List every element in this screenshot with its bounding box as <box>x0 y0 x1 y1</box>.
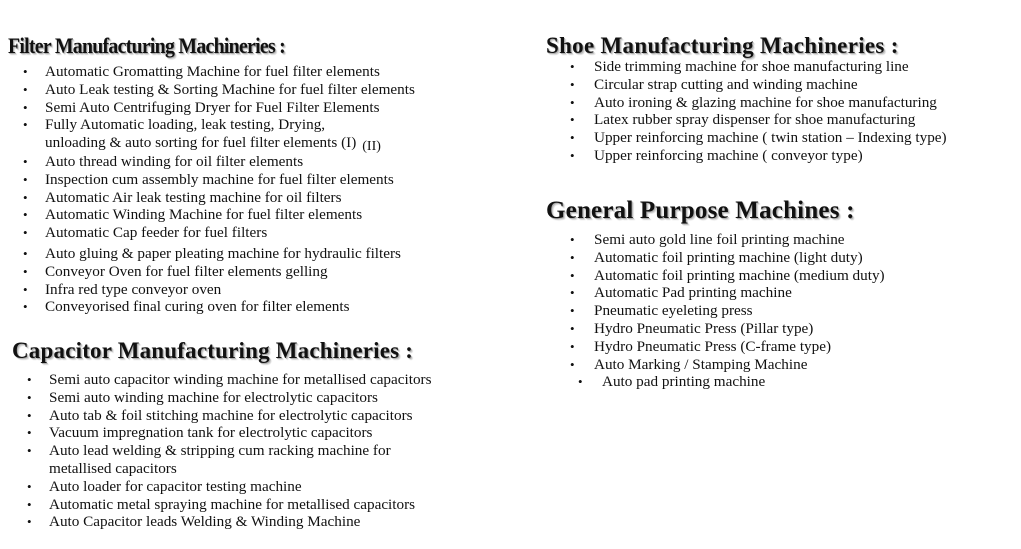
bullet-icon: • <box>23 263 28 279</box>
bullet-icon: • <box>570 94 575 110</box>
list-item: • Automatic Winding Machine for fuel filter elements <box>23 206 363 224</box>
list-item: • Automatic Pad printing machine <box>570 284 792 302</box>
list-item: • Auto Capacitor leads Welding & Winding Machine <box>27 513 361 531</box>
list-item: • Automatic Air leak testing machine for oil filters <box>23 188 342 206</box>
bullet-icon: • <box>570 285 575 301</box>
bullet-icon: • <box>570 356 575 372</box>
list-item-continuation: metallised capacitors <box>49 459 177 477</box>
list-item: • Semi auto winding machine for electrolytic capacitors <box>27 388 378 406</box>
list-item: • Side trimming machine for shoe manufacturing line <box>570 58 909 75</box>
bullet-icon: • <box>27 372 32 387</box>
bullet-icon: • <box>23 153 28 169</box>
list-item: • Auto Leak testing & Sorting Machine for fuel filter elements <box>23 80 415 98</box>
list-item: • Auto lead welding & stripping cum racking machine for <box>27 442 391 460</box>
filter-section <box>8 33 415 316</box>
bullet-icon: • <box>27 496 32 512</box>
filter-heading: Filter Manufacturing Machineries : <box>8 33 286 58</box>
bullet-icon: • <box>570 130 575 146</box>
list-item: • Semi auto capacitor winding machine for metallised capacitors <box>27 371 432 388</box>
bullet-icon: • <box>27 478 32 494</box>
bullet-icon: • <box>23 281 28 297</box>
list-item: • Automatic Cap feeder for fuel filters <box>23 224 268 242</box>
bullet-icon: • <box>23 171 28 187</box>
general-heading: General Purpose Machines : <box>546 197 855 224</box>
list-item: • Auto ironing & glazing machine for shoe manufacturing <box>570 93 937 111</box>
shoe-list <box>546 58 947 165</box>
general-section <box>546 197 885 391</box>
list-item: • Auto tab & foil stitching machine for electrolytic capacitors <box>27 406 413 424</box>
list-item: • Automatic foil printing machine (medium duty) <box>570 266 885 284</box>
bullet-icon: • <box>27 389 32 405</box>
list-item: • Fully Automatic loading, leak testing, Drying, <box>23 116 326 134</box>
list-item: • Pneumatic eyeleting press <box>570 302 753 320</box>
list-item: • Semi auto gold line foil printing machine <box>570 231 845 248</box>
bullet-icon: • <box>23 64 28 79</box>
bullet-icon: • <box>27 407 32 423</box>
capacitor-list <box>12 371 432 531</box>
shoe-heading: Shoe Manufacturing Machineries : <box>546 33 899 58</box>
bullet-icon: • <box>570 320 575 336</box>
list-item: • Auto pad printing machine <box>578 373 766 391</box>
bullet-icon: • <box>23 189 28 205</box>
list-item-continuation: unloading & auto sorting for fuel filter elements (I) (II) <box>45 134 381 155</box>
bullet-icon: • <box>570 232 575 247</box>
bullet-icon: • <box>570 303 575 319</box>
bullet-icon: • <box>23 99 28 115</box>
bullet-icon: • <box>570 338 575 354</box>
bullet-icon: • <box>570 59 575 74</box>
list-item: • Automatic Gromatting Machine for fuel filter elements <box>23 63 380 80</box>
list-item: • Infra red type conveyor oven <box>23 280 222 298</box>
list-item: • Automatic metal spraying machine for metallised capacitors <box>27 495 416 513</box>
list-item: • Conveyor Oven for fuel filter elements gelling <box>23 262 328 280</box>
general-list <box>546 231 885 391</box>
list-item: • Auto Marking / Stamping Machine <box>570 355 808 373</box>
list-item: • Vacuum impregnation tank for electrolytic capacitors <box>27 424 373 442</box>
bullet-icon: • <box>23 117 28 133</box>
item-suffix: (II) <box>362 139 381 155</box>
bullet-icon: • <box>570 249 575 265</box>
list-item: • Auto loader for capacitor testing machine <box>27 477 302 495</box>
list-item: • Hydro Pneumatic Press (Pillar type) <box>570 319 814 337</box>
list-item: • Upper reinforcing machine ( conveyor type) <box>570 146 863 164</box>
bullet-icon: • <box>27 514 32 530</box>
list-item: • Auto thread winding for oil filter elements <box>23 152 304 170</box>
list-item: • Hydro Pneumatic Press (C-frame type) <box>570 337 832 355</box>
bullet-icon: • <box>570 147 575 163</box>
bullet-icon: • <box>570 112 575 128</box>
shoe-section <box>546 33 947 165</box>
list-item: • Inspection cum assembly machine for fuel filter elements <box>23 170 394 188</box>
bullet-icon: • <box>27 443 32 459</box>
capacitor-heading: Capacitor Manufacturing Machineries : <box>12 338 414 363</box>
list-item: • Latex rubber spray dispenser for shoe manufacturing <box>570 111 916 129</box>
bullet-icon: • <box>27 425 32 441</box>
list-item: • Conveyorised final curing oven for filter elements <box>23 298 350 316</box>
list-item: • Auto gluing & paper pleating machine for hydraulic filters <box>23 244 401 262</box>
bullet-icon: • <box>570 76 575 92</box>
bullet-icon: • <box>570 267 575 283</box>
bullet-icon: • <box>23 81 28 97</box>
bullet-icon: • <box>578 374 583 390</box>
bullet-icon: • <box>23 225 28 241</box>
list-item: • Upper reinforcing machine ( twin station – Indexing type) <box>570 129 947 147</box>
capacitor-section <box>12 338 432 531</box>
list-item: • Circular strap cutting and winding machine <box>570 75 858 93</box>
filter-list <box>8 63 415 316</box>
bullet-icon: • <box>23 207 28 223</box>
list-item: • Automatic foil printing machine (light duty) <box>570 248 863 266</box>
bullet-icon: • <box>23 245 28 261</box>
list-item: • Semi Auto Centrifuging Dryer for Fuel Filter Elements <box>23 98 380 116</box>
bullet-icon: • <box>23 299 28 315</box>
